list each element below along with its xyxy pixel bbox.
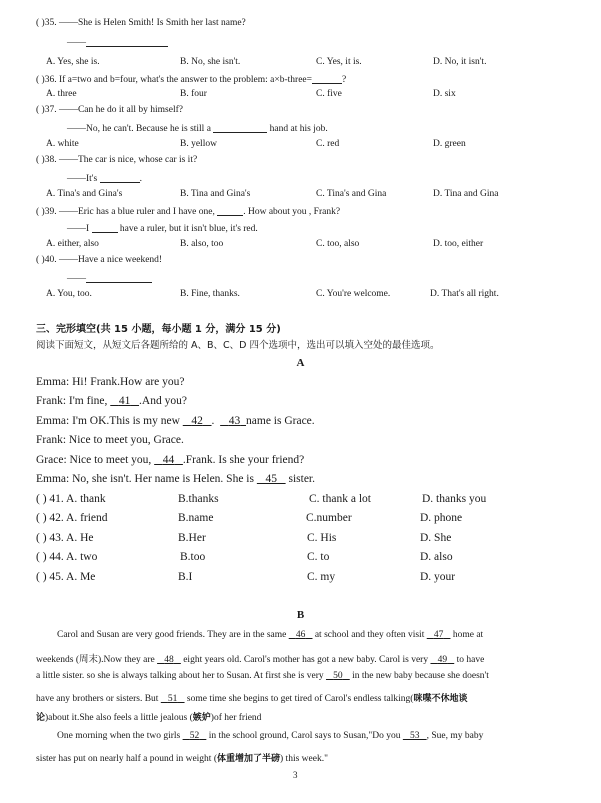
option-c: C. You're welcome. <box>316 289 391 299</box>
option-b: B.thanks <box>178 493 219 505</box>
blank <box>100 172 140 183</box>
question-40: ( )40. ——Have a nice weekend! <box>36 255 163 265</box>
answer-line-35: —— <box>67 36 168 48</box>
option-d: D. green <box>433 139 466 149</box>
blank <box>312 73 342 84</box>
option-a: A. Yes, she is. <box>46 57 100 67</box>
passage-b-line: 论)about it.She also feels a little jealous (嫉妒)of her friend <box>36 713 262 723</box>
option-a: A. You, too. <box>46 289 92 299</box>
option-c: C. Yes, it is. <box>316 57 362 67</box>
option-c: C. too, also <box>316 239 360 249</box>
option-a: A. three <box>46 89 77 99</box>
option-d: D. six <box>433 89 456 99</box>
passage-b-line: One morning when the two girls 52 in the school ground, Carol says to Susan,"Do you 53 , Sue, my baby <box>57 731 484 741</box>
passage-b-line: have any brothers or sisters. But 51 some time she begins to get tired of Carol's endless talking(咪喋不休地谈 <box>36 694 468 704</box>
option-d: D. phone <box>420 512 463 524</box>
blank-number: 44 <box>162 454 175 466</box>
question-39: ( )39. ——Eric has a blue ruler and I have one, . How about you , Frank? <box>36 207 341 217</box>
blank <box>213 122 267 133</box>
q-number: ( )35. <box>36 18 57 28</box>
section-heading: 三、完形填空(共 15 小题，每小题 1 分，满分 15 分) <box>36 324 281 335</box>
option-b: B.too <box>180 551 206 563</box>
blank <box>86 36 168 47</box>
option-d: D. too, either <box>433 239 484 249</box>
option-c: C. Tina's and Gina <box>316 189 387 199</box>
passage-a-label: A <box>296 357 305 369</box>
option-b: B. also, too <box>180 239 224 249</box>
option-b: B.Her <box>178 532 206 544</box>
option-d: D. also <box>420 551 453 563</box>
blank-number: 51 <box>167 694 178 704</box>
question-37: ( )37. ——Can he do it all by himself? <box>36 105 183 115</box>
dialogue-line: Emma: I'm OK.This is my new 42 . 43 name is Grace. <box>36 415 315 427</box>
blank-number: 45 <box>265 473 277 485</box>
option-row-num: ( ) 41. A. thank <box>36 493 106 505</box>
blank-number: 48 <box>164 655 174 665</box>
blank-number: 52 <box>189 731 200 741</box>
page-number: 3 <box>293 770 298 780</box>
passage-b-line: sister has put on nearly half a pound in weight (体重增加了半磅) this week." <box>36 754 328 764</box>
dialogue-line: Frank: I'm fine, 41 .And you? <box>36 395 187 407</box>
option-b: B. Tina and Gina's <box>180 189 251 199</box>
q-stem: ——She is Helen Smith! Is Smith her last name? <box>58 18 246 28</box>
option-b: B. Fine, thanks. <box>180 289 240 299</box>
blank-number: 53 <box>409 731 420 741</box>
dialogue-line: Emma: No, she isn't. Her name is Helen. She is 45 sister. <box>36 473 315 485</box>
option-b: B. yellow <box>180 139 217 149</box>
option-d: D. No, it isn't. <box>433 57 487 67</box>
answer-line-37: ——No, he can't. Because he is still a hand at his job. <box>67 124 328 134</box>
blank-number: 41 <box>118 395 131 407</box>
option-a: A. Tina's and Gina's <box>46 189 123 199</box>
option-c: C. my <box>307 571 336 583</box>
dialogue-line: Grace: Nice to meet you, 44 .Frank. Is she your friend? <box>36 454 305 466</box>
option-c: C.number <box>306 512 352 524</box>
option-d: D. thanks you <box>422 493 487 505</box>
option-row-num: ( ) 42. A. friend <box>36 512 108 524</box>
option-c: C. red <box>316 139 340 149</box>
blank-number: 43 <box>228 415 241 427</box>
blank-number: 49 <box>437 655 448 665</box>
option-b: B.I <box>178 571 193 583</box>
passage-b-line: a little sister. so she is always talking about her to Susan. At first she is very 50 in the new baby because she doesn't <box>36 671 489 681</box>
option-b: B. four <box>180 89 207 99</box>
blank-number: 42 <box>191 415 203 427</box>
option-row-num: ( ) 45. A. Me <box>36 571 96 583</box>
section-instruction: 阅读下面短文，从短文后各题所给的 A、B、C、D 四个选项中，选出可以填入空处的最佳选项。 <box>36 340 440 351</box>
option-d: D. your <box>420 571 456 583</box>
option-b: B.name <box>178 512 214 524</box>
blank <box>217 205 243 216</box>
option-c: C. five <box>316 89 342 99</box>
answer-line-40: —— <box>67 272 152 284</box>
option-b: B. No, she isn't. <box>180 57 241 67</box>
option-row-num: ( ) 43. A. He <box>36 532 94 544</box>
blank-number: 46 <box>295 630 306 640</box>
question-35 <box>36 18 246 28</box>
option-c: C. to <box>307 551 330 563</box>
answer-line-38: ——It's . <box>67 174 142 184</box>
option-c: C. His <box>307 532 337 544</box>
blank-number: 47 <box>433 630 444 640</box>
passage-b-line: Carol and Susan are very good friends. They are in the same 46 at school and they often visit 47 home at <box>57 630 484 640</box>
passage-b-line: weekends (周末).Now they are 48 eight years old. Carol's mother has got a new baby. Carol is very 49 to have <box>36 655 485 665</box>
blank <box>86 272 152 283</box>
option-d: D. Tina and Gina <box>433 189 499 199</box>
dialogue-line: Emma: Hi! Frank.How are you? <box>36 376 185 388</box>
option-c: C. thank a lot <box>309 493 371 505</box>
option-row-num: ( ) 44. A. two <box>36 551 98 563</box>
question-38: ( )38. ——The car is nice, whose car is it? <box>36 155 198 165</box>
question-36: ( )36. If a=two and b=four, what's the answer to the problem: a×b-three= ? <box>36 75 347 85</box>
option-d: D. She <box>420 532 452 544</box>
passage-b-label: B <box>296 609 305 621</box>
blank <box>92 222 118 233</box>
option-a: A. white <box>46 139 79 149</box>
option-d: D. That's all right. <box>430 289 499 299</box>
blank-number: 50 <box>333 671 343 681</box>
answer-line-39: ——I have a ruler, but it isn't blue, it's red. <box>67 224 258 234</box>
option-a: A. either, also <box>46 239 99 249</box>
dialogue-line: Frank: Nice to meet you, Grace. <box>36 434 184 446</box>
